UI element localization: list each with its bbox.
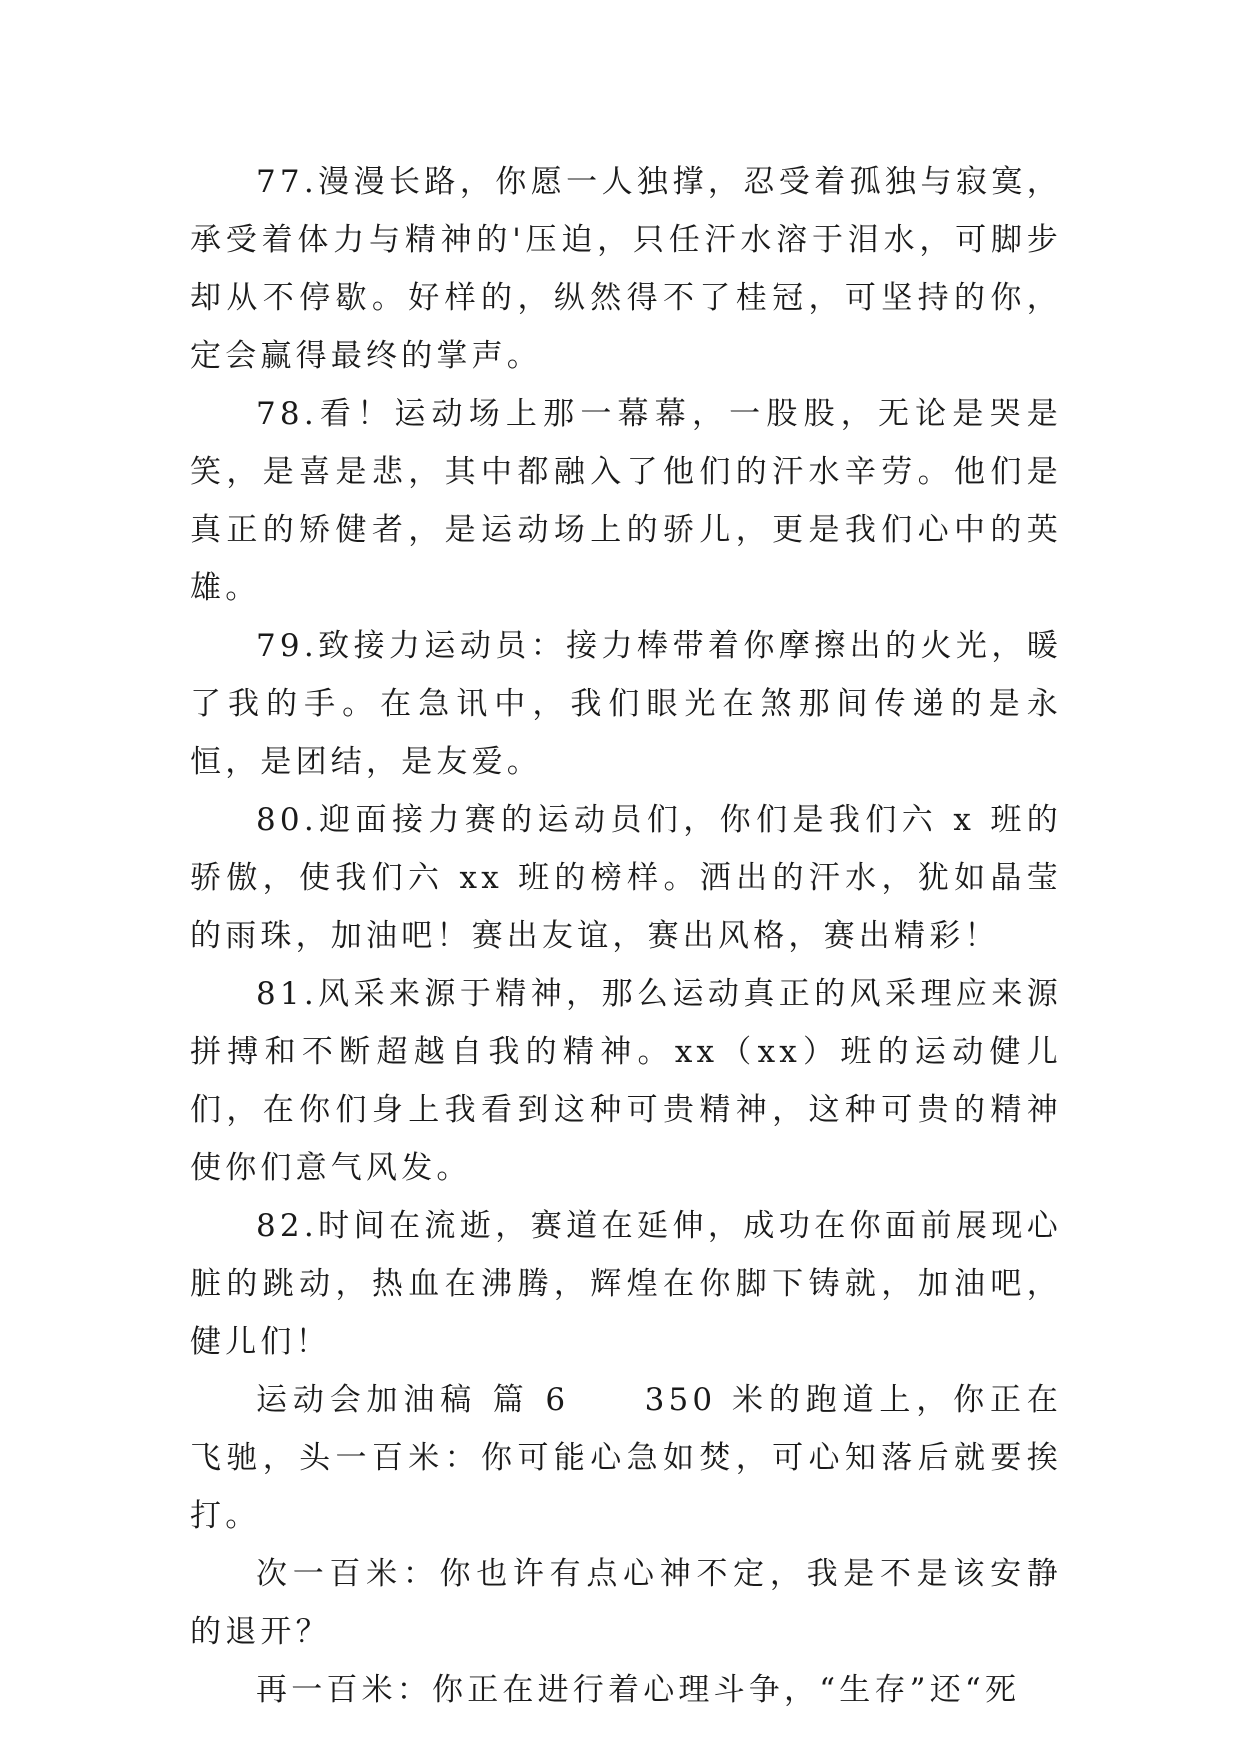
paragraph-second-hundred: 次一百米：你也许有点心神不定，我是不是该安静的退开？ bbox=[190, 1556, 1062, 1650]
document-body bbox=[190, 153, 1062, 1719]
paragraph-80: 80.迎面接力赛的运动员们，你们是我们六 x 班的骄傲，使我们六 xx 班的榜样。洒出的汗水，犹如晶莹的雨珠，加油吧！赛出友谊，赛出风格，赛出精彩！ bbox=[190, 802, 1062, 954]
paragraph-79: 79.致接力运动员：接力棒带着你摩擦出的火光，暖了我的手。在急讯中，我们眼光在煞那间传递的是永恒，是团结，是友爱。 bbox=[190, 628, 1062, 780]
paragraph-third-hundred: 再一百米：你正在进行着心理斗争，“生存”还“死 bbox=[256, 1672, 1021, 1708]
paragraph-82: 82.时间在流逝，赛道在延伸，成功在你面前展现心脏的跳动，热血在沸腾，辉煌在你脚下铸就，加油吧，健儿们！ bbox=[190, 1208, 1062, 1360]
paragraph-78: 78.看！运动场上那一幕幕，一股股，无论是哭是笑，是喜是悲，其中都融入了他们的汗水辛劳。他们是真正的矫健者，是运动场上的骄儿，更是我们心中的英雄。 bbox=[190, 396, 1062, 606]
paragraph-section-6: 运动会加油稿 篇 6 350 米的跑道上，你正在飞驰，头一百米：你可能心急如焚，可心知落后就要挨打。 bbox=[190, 1382, 1062, 1534]
paragraph-81: 81.风采来源于精神，那么运动真正的风采理应来源拼搏和不断超越自我的精神。xx（xx）班的运动健儿们，在你们身上我看到这种可贵精神，这种可贵的精神使你们意气风发。 bbox=[190, 976, 1062, 1186]
paragraph-77: 77.漫漫长路，你愿一人独撑，忍受着孤独与寂寞，承受着体力与精神的'压迫，只任汗水溶于泪水，可脚步却从不停歇。好样的，纵然得不了桂冠，可坚持的你，定会赢得最终的掌声。 bbox=[190, 164, 1062, 374]
